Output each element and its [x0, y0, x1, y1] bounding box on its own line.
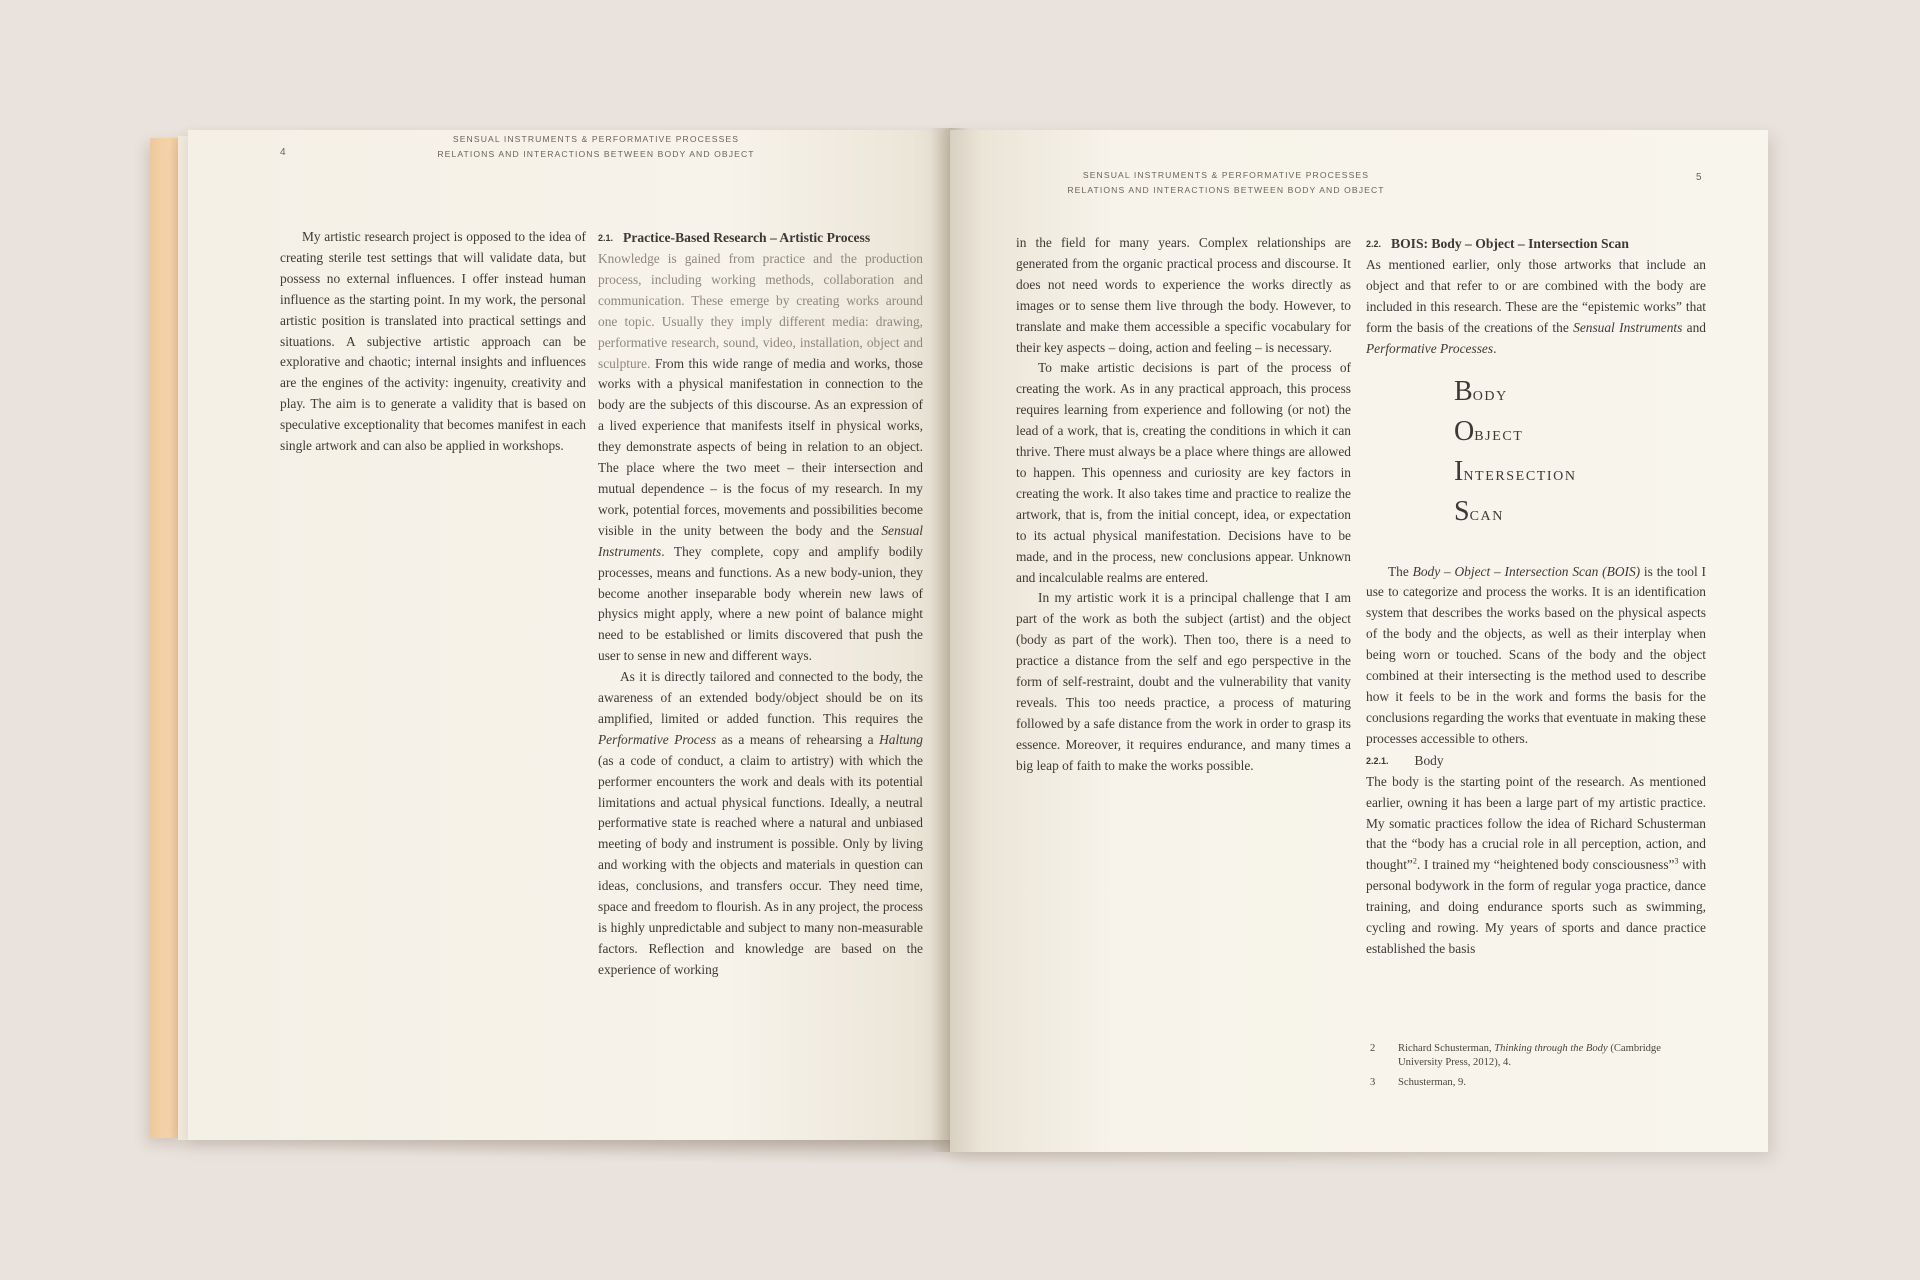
footnote	[1370, 1042, 1708, 1070]
section-number: 2.2.	[1366, 239, 1382, 249]
section-heading-2-1	[598, 227, 923, 249]
paragraph: My artistic research project is opposed to the idea of creating sterile test settings that will validate data, but possess no external influences. I offer instead human influence as the starting point. In my work, the personal artistic position is translated into practical settings and situations. A subjective artistic approach can be explorative and chaotic; internal insights and influences are the engines of the activity: ingenuity, creativity and play. The aim is to generate a validity that is based on speculative exceptionality that becomes manifest in each single artwork and can also be applied in workshops.	[280, 229, 586, 454]
text-run: . They complete, copy and amplify bodily processes, means and functions. As a new body-union, they become another inseparable body wherein new laws of physics might apply, where a new point of balance might need to be established or limits discovered that push the user to sense in new and different ways.	[598, 543, 923, 664]
acronym-intersection	[1454, 454, 1706, 494]
bois-acronym	[1454, 374, 1706, 534]
italic-title: Performative Processes	[1366, 340, 1494, 356]
page-number-right: 5	[1696, 172, 1702, 183]
section-title: BOIS: Body – Object – Intersection Scan	[1391, 236, 1629, 251]
running-head-right	[986, 168, 1466, 198]
acronym-rest: NTERSECTION	[1463, 468, 1577, 484]
running-head-line1: SENSUAL INSTRUMENTS & PERFORMATIVE PROCESSES	[452, 134, 740, 144]
footnote-number: 2	[1370, 1043, 1376, 1054]
italic-title: Sensual Instruments	[598, 522, 923, 559]
footnote-ref[interactable]: 3	[1674, 856, 1679, 866]
italic-title: Thinking through the Body	[1494, 1043, 1608, 1054]
footnote	[1370, 1076, 1708, 1090]
left-page	[188, 130, 958, 1140]
section-number: 2.1.	[598, 233, 614, 243]
paragraph	[1366, 562, 1706, 750]
text-run: Richard Schusterman,	[1398, 1043, 1495, 1054]
paragraph: In my artistic work it is a principal challenge that I am part of the work as both the subject (artist) and the object (body as part of the work). Then too, there is a need to practice a distance from the self and ego perspective in the form of self-restraint, doubt and the vulnerability that vanity reveals. This too needs practice, a process of maturing followed by a safe distance from the work in order to grasp its essence. Moreover, it requires endurance, and many times a big leap of faith to make the works possible.	[1016, 590, 1351, 773]
faded-text: Knowledge is gained from practice and the production process, including working methods, collaboration and communication. These emerge by creating works around one topic. Usually they imply different media: drawing, performative research, sound, video, installation, object and sculpture.	[598, 251, 923, 371]
right-page	[950, 130, 1768, 1152]
text-run: As it is directly tailored and connected to the body, the awareness of an extended body/object should be on its amplified, limited or added function. This requires the	[598, 669, 923, 726]
left-column-1	[280, 227, 586, 457]
text-run: (Cambridge University Press, 2012), 4.	[1398, 1043, 1661, 1068]
text-run: .	[1493, 340, 1497, 356]
page-number-left: 4	[280, 147, 286, 158]
text-run: with personal bodywork in the form of regular yoga practice, dance training, and doing endurance sports such as swimming, cycling and rowing. My years of sports and dance practice established the basis	[1366, 857, 1707, 956]
footnote-ref[interactable]: 2	[1412, 856, 1417, 866]
subsection-number: 2.2.1.	[1366, 755, 1389, 766]
text-run: . I trained my “heightened body consciousness”	[1416, 857, 1675, 873]
text-run: The	[1388, 563, 1413, 579]
acronym-scan	[1454, 494, 1706, 534]
paragraph	[1366, 255, 1706, 360]
acronym-initial: O	[1454, 415, 1475, 447]
text-run: is the tool I use to categorize and process the works. It is an identification system that describes the works based on the physical aspects of the body and the objects, as well as their interplay when being worn or touched. Scans of the body and the object combined at their intersecting is the method used to describe how it feels to be in the work and forms the basis for the conclusions regarding the works that eventuate in making these processes accessible to others.	[1366, 563, 1706, 746]
text-run: From this wide range of media and works, those works with a physical manifestation in connection to the body are the subjects of this discourse. As an expression of a lived experience that manifests itself in physical works, they demonstrate aspects of being in relation to an object. The place where the two meet – their intersection and mutual dependence – is the focus of my research. In my work, potential forces, movements and possibilities become visible in the unity between the body and the	[598, 355, 923, 538]
acronym-object	[1454, 414, 1706, 454]
subsection-heading-2-2-1	[1366, 750, 1706, 772]
acronym-initial: B	[1454, 375, 1473, 407]
footnotes	[1370, 1042, 1708, 1096]
text-run: (as a code of conduct, a claim to artistry) with which the performer encounters the work and deals with its potential limitations and actual physical functions. Ideally, a neutral performative state is reached where a natural and unbiased meeting of body and instrument is possible. Only by living and working with the objects and materials in question can ideas, conclusions, and transfers occur. They need time, space and freedom to flourish. As in any project, the process is highly unpredictable and subject to many non-measurable factors. Reflection and knowledge are based on the experience of working	[598, 752, 923, 977]
footnote-text	[1398, 1076, 1708, 1090]
italic-title: Performative Process	[598, 731, 717, 747]
italic-title: Body – Object – Intersection Scan (BOIS)	[1412, 563, 1641, 579]
text-run: and	[1682, 319, 1707, 335]
text-run: as a means of rehearsing a	[716, 731, 880, 747]
acronym-body	[1454, 374, 1706, 414]
footnote-number: 3	[1370, 1077, 1376, 1088]
acronym-initial: S	[1454, 495, 1470, 527]
paragraph	[598, 667, 923, 981]
acronym-initial: I	[1454, 455, 1464, 487]
paragraph: in the field for many years. Complex relationships are generated from the organic practical process and discourse. It does not need words to experience the works directly as images or to sense them live through the body. However, to translate and make them accessible a specific vocabulary for their key aspects – doing, action and feeling – is necessary.	[1016, 235, 1351, 355]
running-head-line2: RELATIONS AND INTERACTIONS BETWEEN BODY AND OBJECT	[1067, 185, 1385, 195]
subsection-title: Body	[1414, 752, 1444, 768]
text-run: The body is the starting point of the research. As mentioned earlier, owning it has been a large part of my artistic practice. My somatic practices follow the idea of Richard Schusterman that the “body has a crucial role in all perception, action, and thought”	[1366, 773, 1706, 873]
section-heading-2-2	[1366, 233, 1706, 255]
acronym-rest: BJECT	[1474, 428, 1524, 444]
italic-title: Sensual Instruments	[1573, 319, 1683, 335]
paragraph	[1366, 772, 1706, 960]
footnote-text	[1398, 1042, 1708, 1070]
text-run: Schusterman, 9.	[1398, 1077, 1466, 1088]
text-run: As mentioned earlier, only those artworks that include an object and that refer to or are combined with the body are included in this research. These are the “epistemic works” that form the basis of the creations of the	[1366, 257, 1706, 335]
acronym-rest: CAN	[1469, 508, 1504, 524]
acronym-rest: ODY	[1472, 388, 1508, 404]
right-column-1	[1016, 233, 1351, 777]
section-title: Practice-Based Research – Artistic Process	[623, 230, 871, 245]
running-head-line2: RELATIONS AND INTERACTIONS BETWEEN BODY AND OBJECT	[437, 149, 755, 159]
italic-term: Haltung	[879, 731, 924, 747]
running-head-line1: SENSUAL INSTRUMENTS & PERFORMATIVE PROCESSES	[1082, 170, 1370, 180]
paragraph: To make artistic decisions is part of the process of creating the work. As in any practical approach, this process requires learning from experience and following (or not) the lead of a work, that is, creating the conditions in which it can thrive. There must always be a place where things are allowed to happen. This openness and curiosity are key factors in creating the work. It also takes time and practice to realize the artwork, that is, from the initial concept, idea, or expectation to its actual physical manifestation. Decisions have to be made, and in the process, new conclusions appear. Unknown and incalculable realms are entered.	[1016, 360, 1351, 585]
paragraph	[598, 249, 923, 667]
right-column-2	[1366, 233, 1706, 960]
running-head-left	[356, 132, 836, 162]
left-column-2	[598, 227, 923, 981]
